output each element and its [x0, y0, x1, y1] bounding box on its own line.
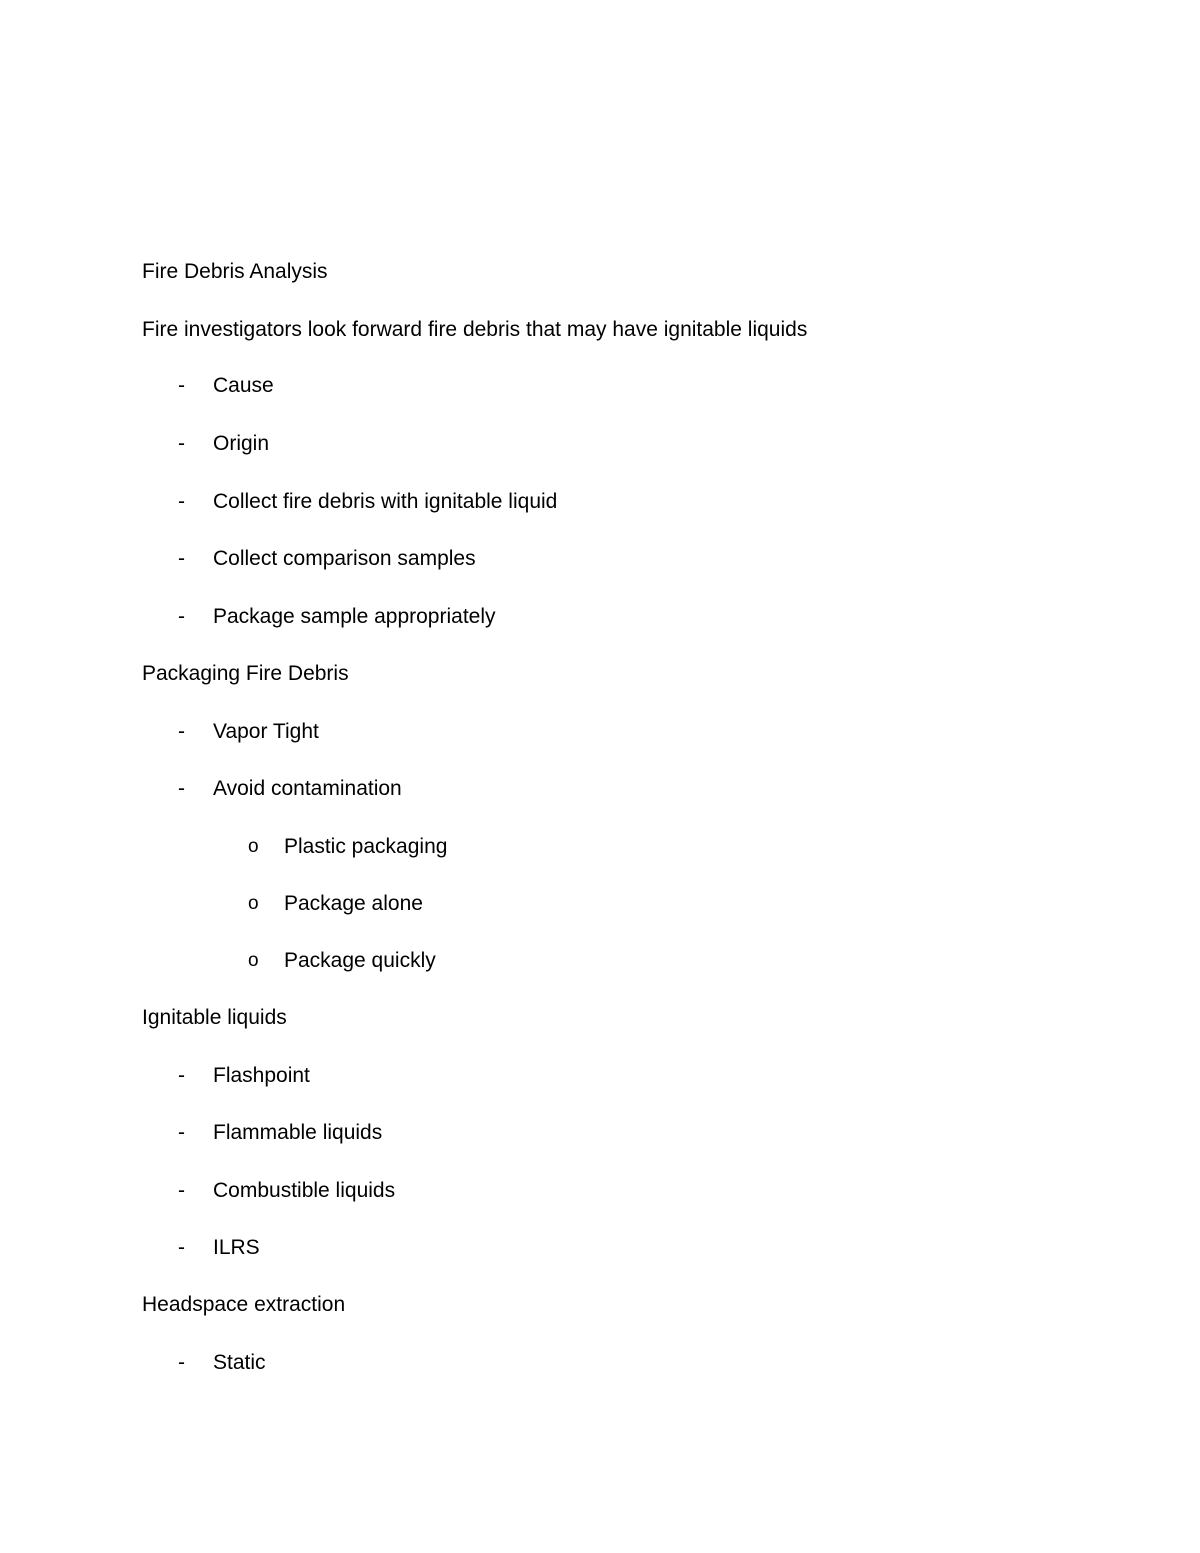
dash-bullet: -	[178, 1351, 185, 1374]
dash-bullet: -	[178, 777, 185, 800]
list-item-text: Flammable liquids	[213, 1121, 383, 1144]
dash-bullet: -	[178, 1236, 185, 1259]
section-heading: Headspace extraction	[142, 1293, 346, 1316]
document-title: Fire Debris Analysis	[142, 260, 328, 283]
list-item-text: Collect comparison samples	[213, 547, 476, 570]
sub-list-item-text: Package alone	[284, 892, 423, 915]
dash-bullet: -	[178, 547, 185, 570]
dash-bullet: -	[178, 374, 185, 397]
list-item-text: Package sample appropriately	[213, 605, 496, 628]
dash-bullet: -	[178, 1179, 185, 1202]
list-item-text: Vapor Tight	[213, 720, 319, 743]
list-item-text: Static	[213, 1351, 266, 1374]
list-item-text: ILRS	[213, 1236, 260, 1259]
dash-bullet: -	[178, 605, 185, 628]
circle-bullet: o	[248, 836, 259, 857]
section-heading: Packaging Fire Debris	[142, 662, 349, 685]
sub-list-item-text: Package quickly	[284, 949, 436, 972]
dash-bullet: -	[178, 490, 185, 513]
section-heading: Ignitable liquids	[142, 1006, 287, 1029]
list-item-text: Flashpoint	[213, 1064, 310, 1087]
circle-bullet: o	[248, 893, 259, 914]
list-item-text: Collect fire debris with ignitable liquid	[213, 490, 558, 513]
intro-paragraph: Fire investigators look forward fire debris that may have ignitable liquids	[142, 318, 808, 341]
circle-bullet: o	[248, 950, 259, 971]
dash-bullet: -	[178, 1121, 185, 1144]
sub-list-item-text: Plastic packaging	[284, 835, 448, 858]
list-item-text: Combustible liquids	[213, 1179, 396, 1202]
dash-bullet: -	[178, 720, 185, 743]
list-item-text: Cause	[213, 374, 274, 397]
dash-bullet: -	[178, 432, 185, 455]
list-item-text: Avoid contamination	[213, 777, 402, 800]
list-item-text: Origin	[213, 432, 270, 455]
dash-bullet: -	[178, 1064, 185, 1087]
